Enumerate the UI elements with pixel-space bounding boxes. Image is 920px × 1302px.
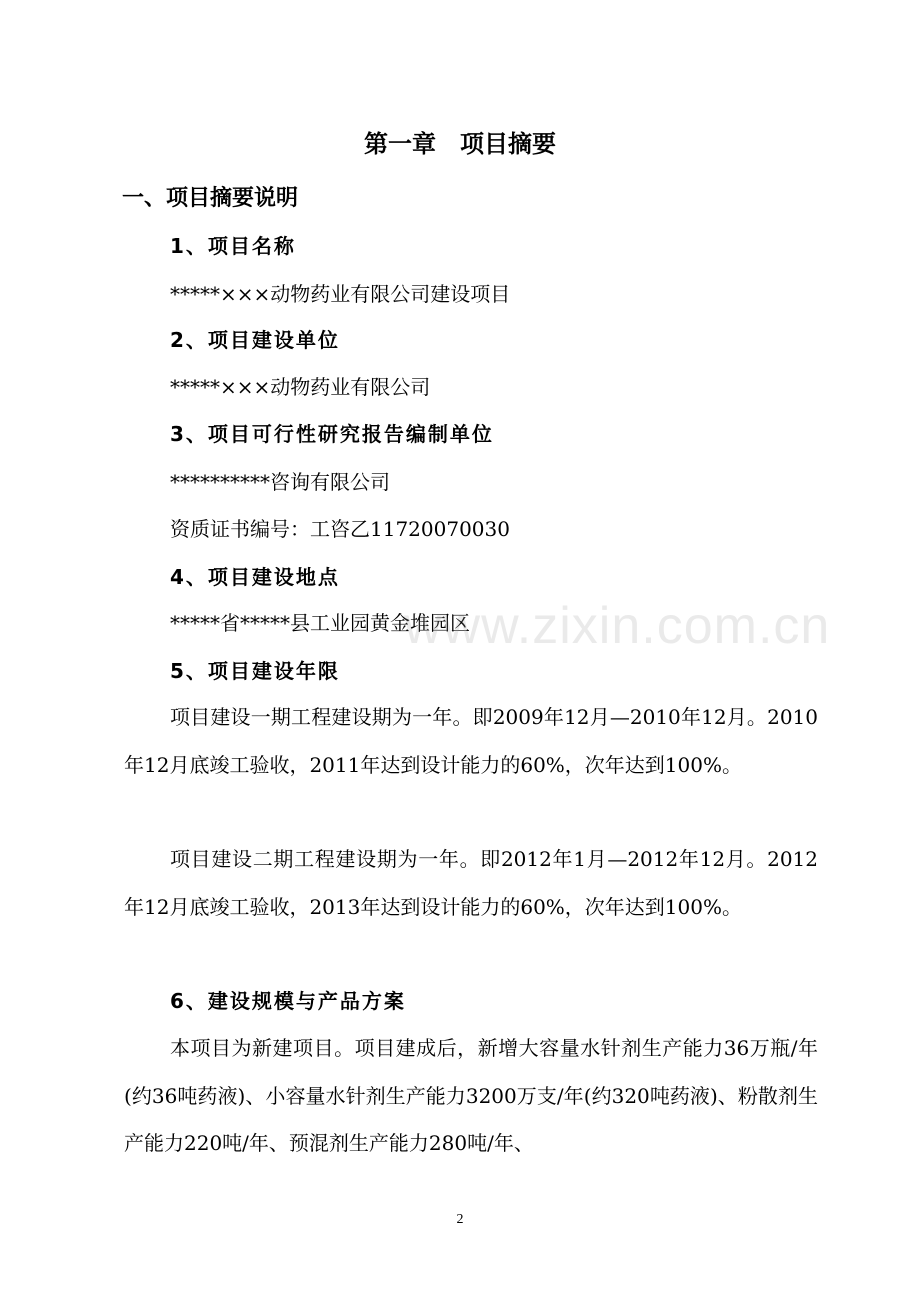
item-heading-construction-period: 5、项目建设年限 xyxy=(170,659,340,683)
scale-products-paragraph: 本项目为新建项目。项目建成后，新增大容量水针剂生产能力36万瓶/年(约36吨药液)、小容量水针剂生产能力3200万支/年(约320吨药液)、粉散剂生产能力220吨/年、预混剂生产能力280吨/年、 xyxy=(124,1036,818,1155)
item-heading-report-unit: 3、项目可行性研究报告编制单位 xyxy=(170,422,494,446)
project-name-text: *****×××动物药业有限公司建设项目 xyxy=(170,282,511,306)
page-number: 2 xyxy=(456,1212,464,1227)
item-heading-construction-unit: 2、项目建设单位 xyxy=(170,328,340,352)
item-heading-project-name: 1、项目名称 xyxy=(170,234,296,258)
item-heading-location: 4、项目建设地点 xyxy=(170,565,340,589)
item-heading-scale-products: 6、建设规模与产品方案 xyxy=(170,989,406,1013)
phase-two-paragraph: 项目建设二期工程建设期为一年。即2012年1月—2012年12月。2012年12月底竣工验收，2013年达到设计能力的60%，次年达到100%。 xyxy=(124,847,818,919)
chapter-title: 第一章 项目摘要 xyxy=(364,130,556,158)
phase-one-paragraph: 项目建设一期工程建设期为一年。即2009年12月—2010年12月。2010年12月底竣工验收，2011年达到设计能力的60%，次年达到100%。 xyxy=(124,705,818,777)
construction-unit-text: *****×××动物药业有限公司 xyxy=(170,375,431,399)
report-unit-text: **********咨询有限公司 xyxy=(170,470,390,494)
watermark-text: www.zixin.com.cn xyxy=(404,597,831,655)
certificate-number-text: 资质证书编号：工咨乙11720070030 xyxy=(170,517,510,541)
section-heading: 一、项目摘要说明 xyxy=(122,186,299,211)
location-text: *****省*****县工业园黄金堆园区 xyxy=(170,611,470,635)
